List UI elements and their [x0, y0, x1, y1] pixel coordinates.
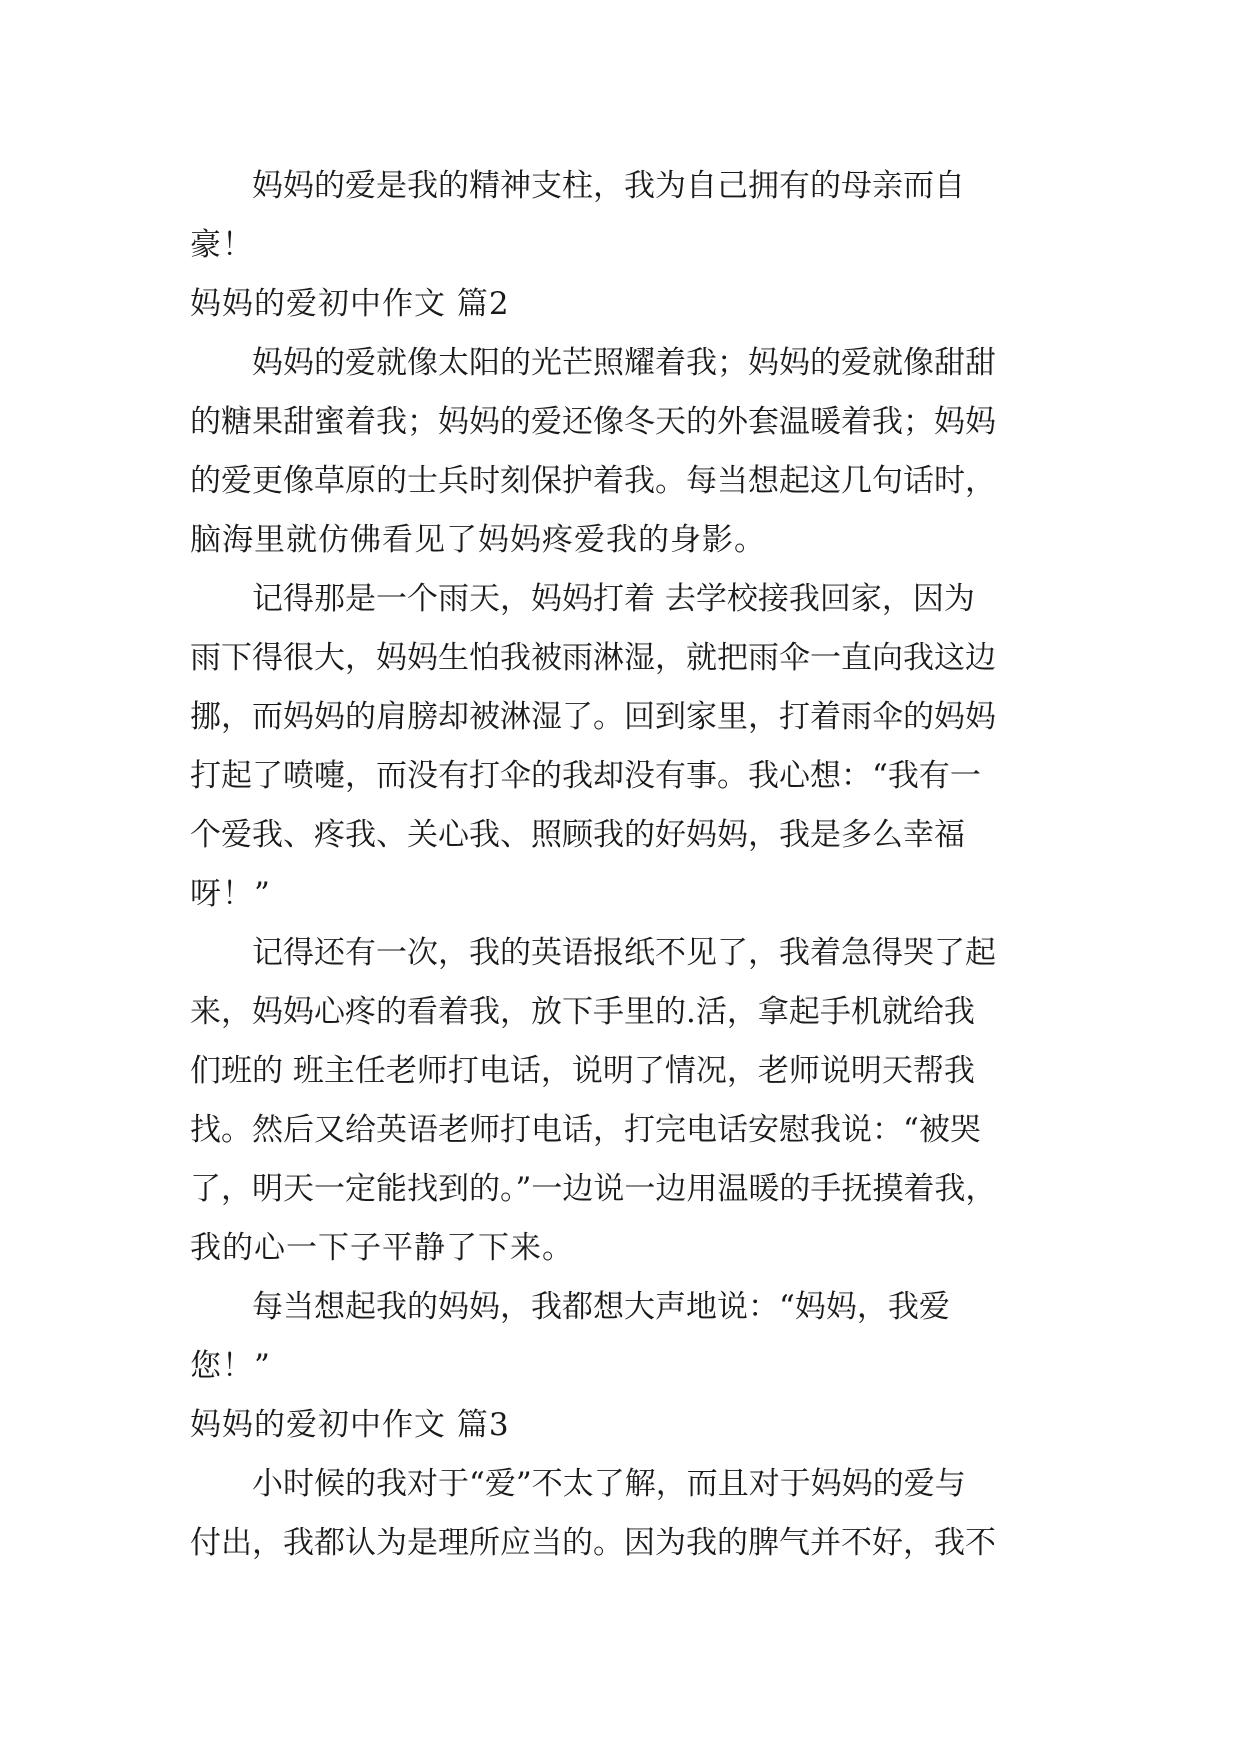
paragraph-line: 豪！ [190, 227, 254, 263]
paragraph-line: 记得还有一次，我的英语报纸不见了，我着急得哭了起 [252, 935, 996, 971]
paragraph-line: 妈妈的爱就像太阳的光芒照耀着我；妈妈的爱就像甜甜 [252, 345, 996, 381]
paragraph-line: 来，妈妈心疼的看着我，放下手里的.活，拿起手机就给我 [190, 994, 975, 1030]
paragraph-line: 们班的 班主任老师打电话，说明了情况，老师说明天帮我 [190, 1053, 975, 1089]
section-heading: 妈妈的爱初中作文 篇3 [190, 1407, 510, 1443]
document-body [190, 157, 1056, 1573]
paragraph-line: 的爱更像草原的士兵时刻保护着我。每当想起这几句话时， [190, 463, 996, 499]
paragraph-line: 付出，我都认为是理所应当的。因为我的脾气并不好，我不 [190, 1525, 996, 1561]
paragraph-line: 的糖果甜蜜着我；妈妈的爱还像冬天的外套温暖着我；妈妈 [190, 404, 996, 440]
paragraph-line: 您！” [190, 1348, 271, 1384]
paragraph-line: 脑海里就仿佛看见了妈妈疼爱我的身影。 [190, 522, 766, 558]
paragraph-line: 我的心一下子平静了下来。 [190, 1230, 574, 1266]
paragraph-line: 呀！” [190, 876, 271, 912]
paragraph-line: 妈妈的爱是我的精神支柱，我为自己拥有的母亲而自 [252, 168, 965, 204]
paragraph-line: 个爱我、疼我、关心我、照顾我的好妈妈，我是多么幸福 [190, 817, 965, 853]
paragraph-line: 挪，而妈妈的肩膀却被淋湿了。回到家里，打着雨伞的妈妈 [190, 699, 996, 735]
paragraph-line: 找。然后又给英语老师打电话，打完电话安慰我说：“被哭 [190, 1112, 981, 1148]
paragraph-line: 打起了喷嚏，而没有打伞的我却没有事。我心想：“我有一 [190, 758, 981, 794]
paragraph-line: 记得那是一个雨天，妈妈打着 去学校接我回家，因为 [252, 581, 975, 617]
paragraph-line: 了，明天一定能找到的。”一边说一边用温暖的手抚摸着我， [190, 1171, 997, 1207]
paragraph-line: 每当想起我的妈妈，我都想大声地说：“妈妈，我爱 [252, 1289, 950, 1325]
section-heading: 妈妈的爱初中作文 篇2 [190, 286, 510, 322]
paragraph-line: 小时候的我对于“爱”不太了解，而且对于妈妈的爱与 [252, 1466, 966, 1502]
paragraph-line: 雨下得很大，妈妈生怕我被雨淋湿，就把雨伞一直向我这边 [190, 640, 996, 676]
